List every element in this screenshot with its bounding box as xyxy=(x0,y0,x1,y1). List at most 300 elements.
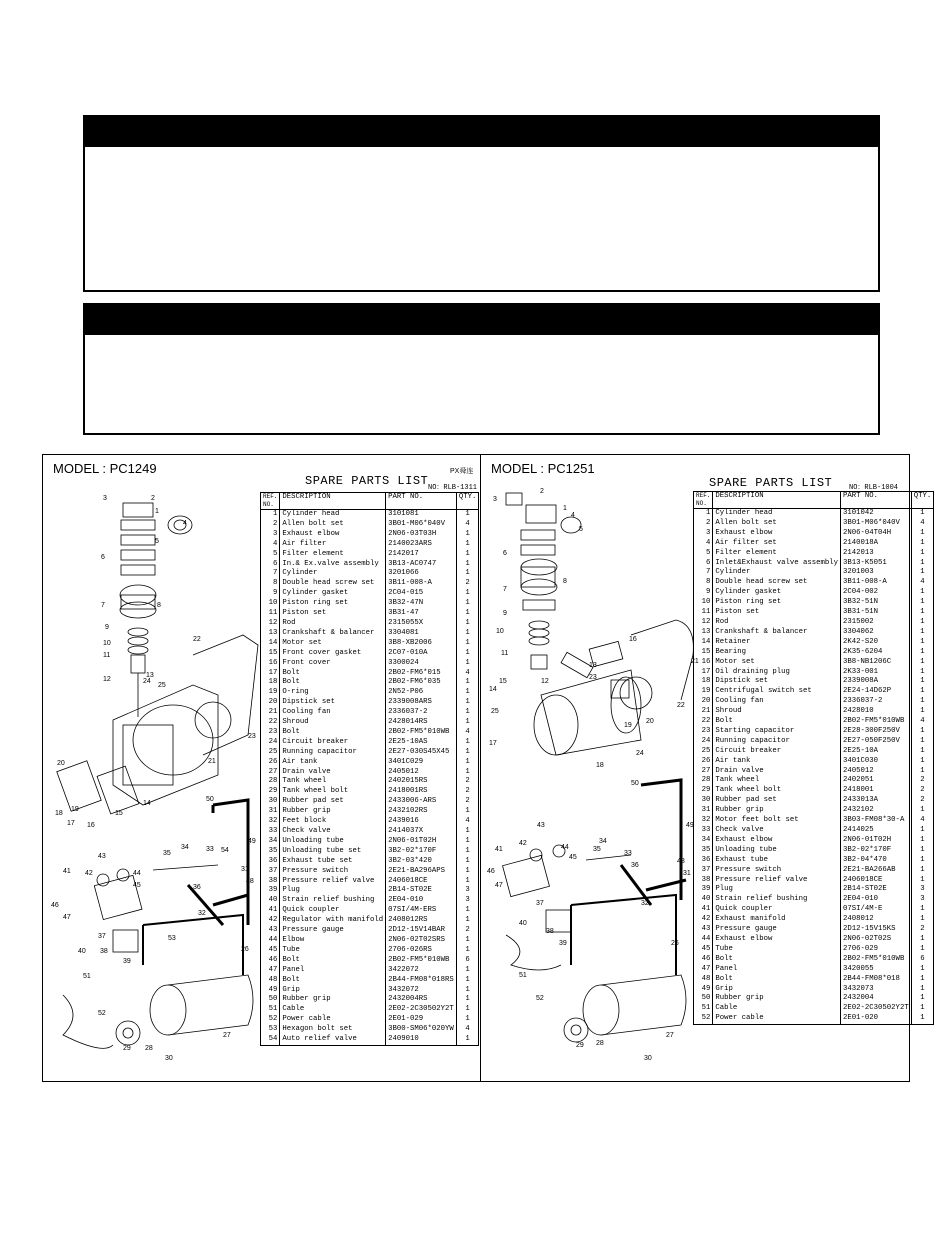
part-number: 2418001 xyxy=(841,786,912,796)
part-qty: 1 xyxy=(920,806,925,815)
table-row xyxy=(694,588,934,598)
part-number: 3304062 xyxy=(841,628,912,638)
table-row xyxy=(694,876,934,886)
part-number: 2B44-FM08*018RS xyxy=(386,976,457,986)
table-row xyxy=(694,519,934,529)
part-ref: 29 xyxy=(694,786,713,796)
callout-a-20: 20 xyxy=(57,760,65,767)
part-description: Motor set xyxy=(713,658,841,668)
table-row xyxy=(694,826,934,836)
part-number: 3B11-008-A xyxy=(841,578,912,588)
callout-b-39: 39 xyxy=(559,940,567,947)
callout-b-22: 22 xyxy=(677,702,685,709)
part-description: Piston set xyxy=(713,608,841,618)
table-row xyxy=(694,697,934,707)
callout-a-49: 49 xyxy=(248,838,256,845)
table-row xyxy=(261,817,479,827)
part-ref: 24 xyxy=(261,738,280,748)
table-row xyxy=(261,857,479,867)
part-qty: 1 xyxy=(920,509,925,517)
part-description: Bolt xyxy=(280,976,386,986)
part-number: 3B03-FM08*30-A xyxy=(841,816,912,826)
panel-pc1251 xyxy=(481,455,932,1081)
part-ref: 50 xyxy=(694,994,713,1004)
part-ref: 14 xyxy=(694,638,713,648)
part-number: 3B8-XB2006 xyxy=(386,639,457,649)
callout-a-36: 36 xyxy=(193,884,201,891)
part-description: Cylinder gasket xyxy=(713,588,841,598)
part-number: 2E25-10AS xyxy=(386,738,457,748)
part-ref: 7 xyxy=(694,568,713,578)
part-ref: 33 xyxy=(694,826,713,836)
part-description: Starting capacitor xyxy=(713,727,841,737)
part-ref: 31 xyxy=(694,806,713,816)
part-ref: 18 xyxy=(261,678,280,688)
part-ref: 42 xyxy=(261,916,280,926)
part-number: 2N06-02T02S xyxy=(841,935,912,945)
part-qty: 1 xyxy=(465,658,470,667)
table-row xyxy=(261,599,479,609)
part-number: 2405012 xyxy=(386,768,457,778)
callout-a-44: 44 xyxy=(133,870,141,877)
part-number: 2B02-FM5*010WB xyxy=(386,728,457,738)
part-qty: 2 xyxy=(920,786,925,795)
table-row xyxy=(694,994,934,1004)
part-ref: 21 xyxy=(261,708,280,718)
part-description: Air tank xyxy=(280,758,386,768)
table-row xyxy=(261,877,479,887)
part-qty: 4 xyxy=(920,518,925,527)
table-row xyxy=(694,568,934,578)
part-ref: 27 xyxy=(694,767,713,777)
model-title-b: MODEL : PC1251 xyxy=(491,461,595,476)
part-ref: 2 xyxy=(694,519,713,529)
callout-b-48: 48 xyxy=(677,858,685,865)
part-qty: 1 xyxy=(465,767,470,776)
part-description: Tank wheel bolt xyxy=(713,786,841,796)
table-row xyxy=(261,550,479,560)
table-row xyxy=(261,609,479,619)
table-row xyxy=(261,777,479,787)
part-ref: 45 xyxy=(261,946,280,956)
part-ref: 4 xyxy=(694,539,713,549)
part-description: Unloading tube set xyxy=(280,847,386,857)
callout-a-35: 35 xyxy=(163,850,171,857)
table-row xyxy=(694,598,934,608)
part-qty: 1 xyxy=(920,677,925,686)
callout-a-53: 53 xyxy=(168,935,176,942)
part-ref: 1 xyxy=(261,510,280,520)
callout-b-52: 52 xyxy=(536,995,544,1002)
part-number: 2K33-001 xyxy=(841,668,912,678)
callout-b-2: 2 xyxy=(540,488,544,495)
part-description: Tube xyxy=(713,945,841,955)
part-number: 3B2-02*170F xyxy=(386,847,457,857)
part-qty: 1 xyxy=(465,757,470,766)
part-number: 3420055 xyxy=(841,965,912,975)
part-ref: 52 xyxy=(261,1015,280,1025)
table-row xyxy=(694,559,934,569)
part-number: 2B02-FM5*010WB xyxy=(841,955,912,965)
part-qty: 1 xyxy=(920,835,925,844)
table-row xyxy=(694,677,934,687)
parts-sheet xyxy=(42,454,932,1082)
part-description: Grip xyxy=(280,986,386,996)
table-row xyxy=(694,767,934,777)
part-qty: 1 xyxy=(920,627,925,636)
callout-a-50: 50 xyxy=(206,796,214,803)
part-number: 3B11-008-A xyxy=(386,579,457,589)
part-qty: 1 xyxy=(465,807,470,816)
part-number: 3304081 xyxy=(386,629,457,639)
part-qty: 1 xyxy=(920,528,925,537)
part-number: 2402015RS xyxy=(386,777,457,787)
part-description: Motor set xyxy=(280,639,386,649)
callout-a-40: 40 xyxy=(78,948,86,955)
part-description: Exhaust manifold xyxy=(713,915,841,925)
callout-b-46: 46 xyxy=(487,868,495,875)
table-row xyxy=(694,895,934,905)
part-number: 3B2-04*470 xyxy=(841,856,912,866)
part-number: 2432102 xyxy=(841,806,912,816)
part-qty: 1 xyxy=(920,746,925,755)
table-row xyxy=(261,669,479,679)
part-qty: 1 xyxy=(920,974,925,983)
part-description: Rubber pad set xyxy=(280,797,386,807)
callout-b-43: 43 xyxy=(537,822,545,829)
table-row xyxy=(694,578,934,588)
part-description: Rubber grip xyxy=(713,994,841,1004)
table-row xyxy=(261,827,479,837)
part-ref: 46 xyxy=(694,955,713,965)
table-row xyxy=(261,807,479,817)
part-number: 2406018CE xyxy=(841,876,912,886)
part-description: Check valve xyxy=(713,826,841,836)
part-description: Dipstick set xyxy=(280,698,386,708)
part-number: 3201003 xyxy=(841,568,912,578)
part-number: 2432004RS xyxy=(386,995,457,1005)
part-number: 2N06-03T03H xyxy=(386,530,457,540)
part-description: Filter element xyxy=(713,549,841,559)
callout-b-51: 51 xyxy=(519,972,527,979)
table-row xyxy=(261,916,479,926)
part-description: Plug xyxy=(280,886,386,896)
table-row xyxy=(261,936,479,946)
part-number: 3432072 xyxy=(386,986,457,996)
table-row xyxy=(261,946,479,956)
part-ref: 41 xyxy=(261,906,280,916)
part-number: 2433013A xyxy=(841,796,912,806)
part-qty: 4 xyxy=(465,519,470,528)
part-ref: 13 xyxy=(261,629,280,639)
part-number: 2402051 xyxy=(841,776,912,786)
callout-a-3: 3 xyxy=(103,495,107,502)
part-description: Plug xyxy=(713,885,841,895)
part-description: Pressure switch xyxy=(280,867,386,877)
part-description: Filter element xyxy=(280,550,386,560)
table-row xyxy=(261,520,479,530)
part-qty: 1 xyxy=(920,875,925,884)
part-qty: 1 xyxy=(920,756,925,765)
table-row xyxy=(694,549,934,559)
part-ref: 24 xyxy=(694,737,713,747)
part-qty: 2 xyxy=(465,579,470,588)
part-number: 2336037-2 xyxy=(841,697,912,707)
callout-b-44: 44 xyxy=(561,844,569,851)
part-qty: 1 xyxy=(465,638,470,647)
table-row xyxy=(261,787,479,797)
table-row xyxy=(694,945,934,955)
callout-a-27: 27 xyxy=(223,1032,231,1039)
part-ref: 11 xyxy=(694,608,713,618)
part-description: Exhaust elbow xyxy=(713,836,841,846)
table-row xyxy=(694,955,934,965)
part-description: Unloading tube xyxy=(280,837,386,847)
part-ref: 42 xyxy=(694,915,713,925)
part-description: Rod xyxy=(713,618,841,628)
part-description: Check valve xyxy=(280,827,386,837)
table-row xyxy=(694,529,934,539)
col-qty: QTY. xyxy=(456,493,479,510)
part-description: Rubber grip xyxy=(280,807,386,817)
part-description: Rubber pad set xyxy=(713,796,841,806)
callout-a-10: 10 xyxy=(103,640,111,647)
part-qty: 1 xyxy=(465,589,470,598)
table-row xyxy=(261,510,479,520)
exploded-diagram-b xyxy=(481,455,699,1081)
part-qty: 1 xyxy=(465,569,470,578)
part-ref: 26 xyxy=(261,758,280,768)
part-description: Pressure gauge xyxy=(280,926,386,936)
table-row xyxy=(261,659,479,669)
air-tank-shape xyxy=(601,975,686,1035)
table-row xyxy=(694,776,934,786)
callout-b-25: 25 xyxy=(491,708,499,715)
table-row xyxy=(261,728,479,738)
table-row xyxy=(261,847,479,857)
part-qty: 1 xyxy=(920,617,925,626)
part-ref: 10 xyxy=(694,598,713,608)
part-number: 3101042 xyxy=(841,509,912,519)
table-row xyxy=(694,856,934,866)
part-qty: 1 xyxy=(920,1014,925,1023)
callout-a-5: 5 xyxy=(155,538,159,545)
part-ref: 12 xyxy=(694,618,713,628)
part-qty: 1 xyxy=(920,905,925,914)
part-ref: 11 xyxy=(261,609,280,619)
part-description: Drain valve xyxy=(713,767,841,777)
part-number: 3B13-AC0747 xyxy=(386,560,457,570)
part-qty: 3 xyxy=(920,895,925,904)
part-ref: 22 xyxy=(694,717,713,727)
part-qty: 1 xyxy=(920,598,925,607)
part-description: Rubber grip xyxy=(280,995,386,1005)
table-row xyxy=(694,539,934,549)
part-number: 2315055X xyxy=(386,619,457,629)
part-qty: 1 xyxy=(465,718,470,727)
part-number: 2140018A xyxy=(841,539,912,549)
part-qty: 1 xyxy=(920,826,925,834)
part-qty: 1 xyxy=(920,726,925,735)
callout-a-28: 28 xyxy=(145,1045,153,1052)
callout-a-25: 25 xyxy=(158,682,166,689)
callout-a-34: 34 xyxy=(181,844,189,851)
callout-b-45: 45 xyxy=(569,854,577,861)
part-description: Bolt xyxy=(280,669,386,679)
part-ref: 5 xyxy=(261,550,280,560)
part-number: 3B01-M06*040V xyxy=(841,519,912,529)
callout-a-47: 47 xyxy=(63,914,71,921)
part-number: 2B02-FM6*035 xyxy=(386,678,457,688)
callout-a-17: 17 xyxy=(67,820,75,827)
part-qty: 1 xyxy=(465,985,470,994)
parts-table-header xyxy=(261,493,479,510)
col-description: DESCRIPTION xyxy=(280,493,386,510)
part-description: Bearing xyxy=(713,648,841,658)
part-number: 2432102RS xyxy=(386,807,457,817)
part-description: Piston set xyxy=(280,609,386,619)
part-qty: 1 xyxy=(465,698,470,707)
part-ref: 2 xyxy=(261,520,280,530)
part-number: 2E27-030S45X45 xyxy=(386,748,457,758)
callout-b-27: 27 xyxy=(666,1032,674,1039)
part-ref: 3 xyxy=(694,529,713,539)
part-ref: 45 xyxy=(694,945,713,955)
table-row xyxy=(261,896,479,906)
part-ref: 31 xyxy=(261,807,280,817)
callout-b-37: 37 xyxy=(536,900,544,907)
motor-shape xyxy=(113,685,218,805)
part-ref: 49 xyxy=(261,986,280,996)
part-qty: 1 xyxy=(920,697,925,706)
part-number: 3B00-SM06*020YW xyxy=(386,1025,457,1035)
parts-table-header xyxy=(694,492,934,509)
callout-b-23: 23 xyxy=(589,674,597,681)
part-qty: 2 xyxy=(465,787,470,796)
table-row xyxy=(261,956,479,966)
part-number: 2408012RS xyxy=(386,916,457,926)
part-qty: 1 xyxy=(465,539,470,548)
table-row xyxy=(261,530,479,540)
part-ref: 49 xyxy=(694,985,713,995)
part-description: Pressure gauge xyxy=(713,925,841,935)
part-ref: 23 xyxy=(694,727,713,737)
part-qty: 1 xyxy=(920,687,925,696)
callout-b-4: 4 xyxy=(571,512,575,519)
callout-a-43: 43 xyxy=(98,853,106,860)
callout-a-11: 11 xyxy=(103,652,111,659)
part-description: Piston ring set xyxy=(280,599,386,609)
callout-a-9: 9 xyxy=(105,624,109,631)
table-row xyxy=(694,925,934,935)
callout-b-9: 9 xyxy=(503,610,507,617)
part-qty: 1 xyxy=(465,609,470,618)
part-qty: 1 xyxy=(465,678,470,687)
part-ref: 34 xyxy=(261,837,280,847)
part-number: 2B02-FM5*010WB xyxy=(386,956,457,966)
notice-bar-top xyxy=(85,117,878,147)
part-qty: 1 xyxy=(920,845,925,854)
col-part-no: PART NO. xyxy=(386,493,457,510)
part-description: Quick coupler xyxy=(713,905,841,915)
part-number: 2142013 xyxy=(841,549,912,559)
part-qty: 1 xyxy=(920,548,925,557)
part-qty: 1 xyxy=(920,736,925,745)
part-number: 2428010 xyxy=(841,707,912,717)
callout-b-7: 7 xyxy=(503,586,507,593)
part-ref: 46 xyxy=(261,956,280,966)
part-number: 2E24-14D62P xyxy=(841,687,912,697)
part-number: 2B02-FM5*010WB xyxy=(841,717,912,727)
callout-a-18: 18 xyxy=(55,810,63,817)
callout-a-42: 42 xyxy=(85,870,93,877)
part-description: Cooling fan xyxy=(280,708,386,718)
callout-a-1: 1 xyxy=(155,508,159,515)
part-description: Regulator with manifold xyxy=(280,916,386,926)
part-qty: 1 xyxy=(920,994,925,1003)
maker-mark-a: PX舜连 xyxy=(450,468,474,475)
part-number: 2E01-020 xyxy=(841,1014,912,1024)
callout-b-24: 24 xyxy=(636,750,644,757)
part-ref: 38 xyxy=(694,876,713,886)
table-row xyxy=(694,816,934,826)
callout-a-52: 52 xyxy=(98,1010,106,1017)
part-qty: 4 xyxy=(920,717,925,726)
part-description: Power cable xyxy=(713,1014,841,1024)
table-row xyxy=(694,885,934,895)
part-qty: 1 xyxy=(465,995,470,1004)
table-row xyxy=(261,738,479,748)
callout-a-37: 37 xyxy=(98,933,106,940)
part-description: Exhaust tube xyxy=(713,856,841,866)
part-qty: 1 xyxy=(465,846,470,855)
part-qty: 4 xyxy=(920,816,925,825)
part-ref: 8 xyxy=(261,579,280,589)
part-ref: 32 xyxy=(694,816,713,826)
part-ref: 36 xyxy=(694,856,713,866)
part-number: 07SI/4M-ERS xyxy=(386,906,457,916)
part-ref: 48 xyxy=(694,975,713,985)
part-qty: 1 xyxy=(920,707,925,716)
part-description: Bolt xyxy=(280,956,386,966)
part-number: 2418001RS xyxy=(386,787,457,797)
part-number: 3B32-51N xyxy=(841,598,912,608)
part-ref: 28 xyxy=(694,776,713,786)
part-qty: 1 xyxy=(920,984,925,993)
part-ref: 47 xyxy=(261,966,280,976)
part-description: Cylinder xyxy=(280,569,386,579)
part-description: Shroud xyxy=(713,707,841,717)
part-qty: 1 xyxy=(465,935,470,944)
part-ref: 39 xyxy=(694,885,713,895)
part-ref: 22 xyxy=(261,718,280,728)
part-number: 2E25-10A xyxy=(841,747,912,757)
part-qty: 1 xyxy=(920,934,925,943)
callout-a-13: 13 xyxy=(146,672,154,679)
table-row xyxy=(694,747,934,757)
part-description: Cylinder head xyxy=(713,509,841,519)
callout-b-18: 18 xyxy=(596,762,604,769)
callout-b-14: 14 xyxy=(489,686,497,693)
part-number: 3B31-47 xyxy=(386,609,457,619)
part-description: Tank wheel xyxy=(713,776,841,786)
table-row xyxy=(694,796,934,806)
part-description: Pressure relief valve xyxy=(713,876,841,886)
part-qty: 3 xyxy=(465,886,470,895)
part-qty: 1 xyxy=(920,568,925,577)
spare-parts-title-b: SPARE PARTS LIST xyxy=(709,476,833,490)
part-qty: 2 xyxy=(920,796,925,805)
